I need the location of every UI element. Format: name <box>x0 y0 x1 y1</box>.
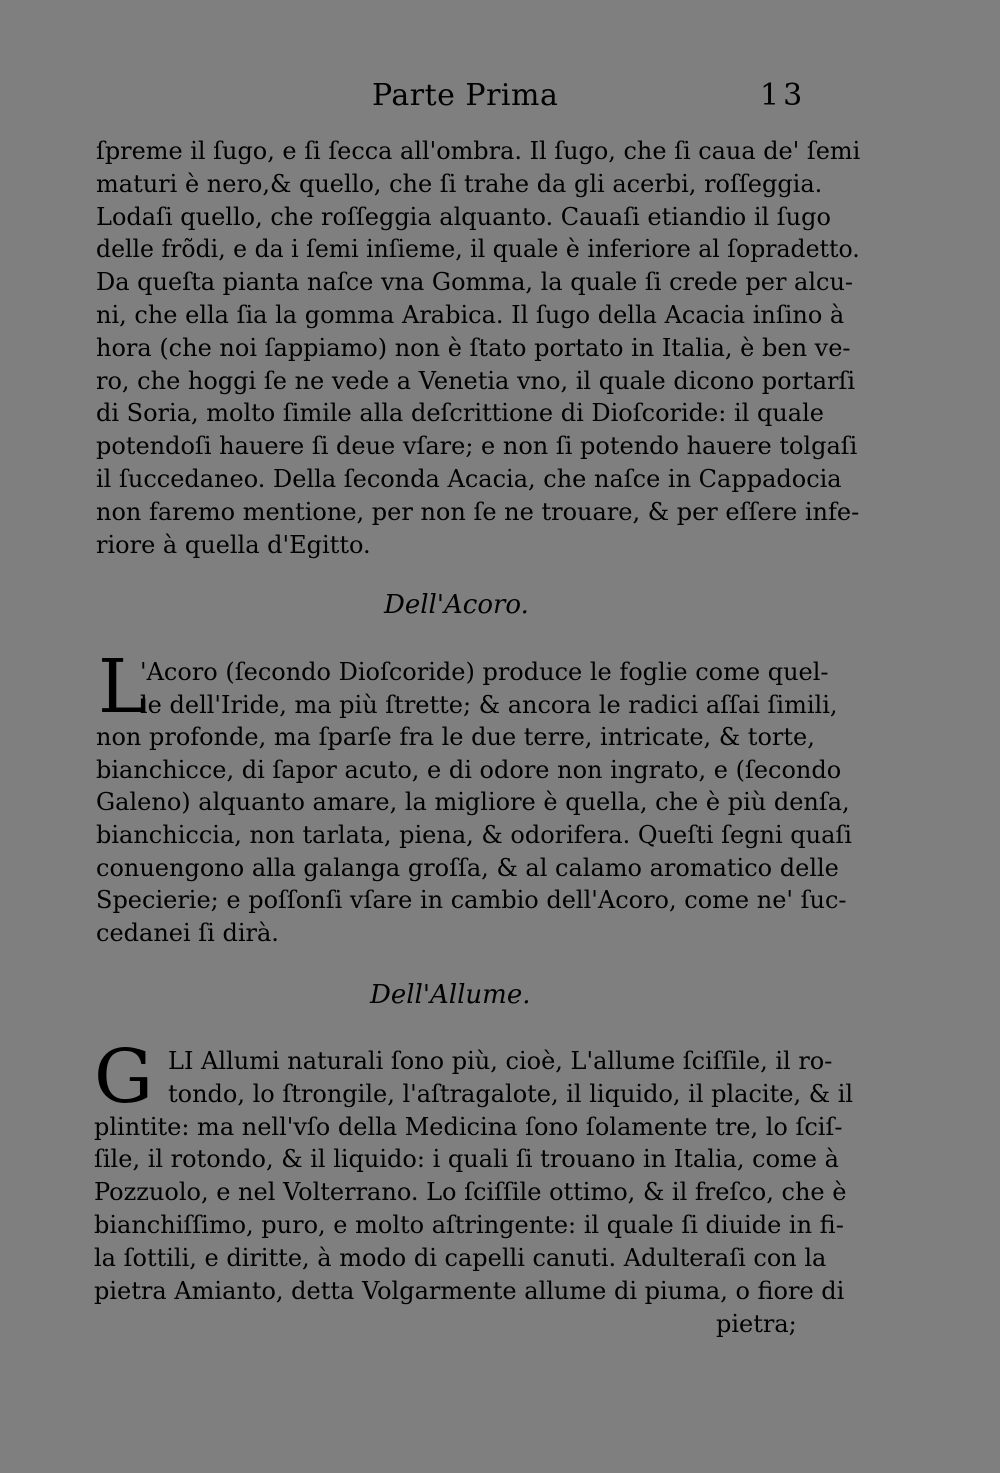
drop-cap-g: G <box>94 1034 154 1120</box>
running-title: Parte Prima <box>372 78 559 113</box>
text-line: plintite: ma nell'vſo della Medicina ſono ſolamente tre, lo ſciſ- <box>94 1112 843 1141</box>
text-line: Da queſta pianta naſce vna Gomma, la quale ſi crede per alcu- <box>96 268 854 297</box>
text-line: la ſottili, e diritte, à modo di capelli canuti. Adulteraſi con la <box>94 1243 827 1272</box>
text-line: potendoſi hauere ſi deue vſare; e non ſi potendo hauere tolgaſi <box>96 432 858 461</box>
text-line: ſpreme il ſugo, e ſi ſecca all'ombra. Il ſugo, che ſi caua de' ſemi <box>96 137 861 165</box>
text-line: pietra Amianto, detta Volgarmente allume di piuma, o fiore di <box>94 1276 845 1305</box>
page-number: 13 <box>760 78 807 113</box>
drop-cap-l: L <box>98 644 148 730</box>
text-line: di Soria, molto ſimile alla deſcrittione di Dioſcoride: il quale <box>96 399 824 428</box>
text-line: bianchicce, di ſapor acuto, e di odore non ingrato, e (ſecondo <box>96 755 842 784</box>
text-line: ſile, il rotondo, & il liquido: i quali ſi trouano in Italia, come à <box>94 1145 839 1174</box>
text-line: Pozzuolo, e nel Volterrano. Lo ſciſſile ottimo, & il freſco, che è <box>94 1178 847 1207</box>
text-line: conuengono alla galanga groſſa, & al calamo aromatico delle <box>96 853 839 882</box>
text-line: delle frõdi, e da i ſemi inſieme, il quale è inferiore al ſopradetto. <box>96 235 860 264</box>
text-line: tondo, lo ſtrongile, l'aſtragalote, il liquido, il placite, & il <box>168 1079 854 1108</box>
text-line: non profonde, ma ſparſe fra le due terre, intricate, & torte, <box>96 723 815 752</box>
text-line: non faremo mentione, per non ſe ne trouare, & per eſſere infe- <box>96 497 860 526</box>
text-line: riore à quella d'Egitto. <box>96 530 371 559</box>
text-line: ni, che ella ſia la gomma Arabica. Il ſugo della Acacia inſino à <box>96 301 845 329</box>
text-line: Galeno) alquanto amare, la migliore è quella, che è più denſa, <box>96 788 850 817</box>
text-line: LI Allumi naturali ſono più, cioè, L'allume ſciſſile, il ro- <box>168 1047 833 1075</box>
text-line: maturi è nero,& quello, che ſi trahe da gli acerbi, roſſeggia. <box>96 169 823 198</box>
text-line: hora (che noi ſappiamo) non è ſtato portato in Italia, è ben ve- <box>96 333 851 362</box>
text-line: le dell'Iride, ma più ſtrette; & ancora le radici aſſai ſimili, <box>140 690 838 719</box>
section-heading-allume: Dell'Allume. <box>370 980 531 1010</box>
text-line: il ſuccedaneo. Della ſeconda Acacia, che naſce in Cappadocia <box>96 465 842 493</box>
text-line: bianchiccia, non tarlata, piena, & odorifera. Queſti ſegni quaſi <box>96 821 852 849</box>
text-line: ro, che hoggi ſe ne vede a Venetia vno, il quale dicono portarſi <box>96 366 856 395</box>
text-line: Specierie; e poſſonſi vſare in cambio dell'Acoro, come ne' ſuc- <box>96 886 847 915</box>
catchword: pietra; <box>716 1310 797 1338</box>
text-line: Lodaſi quello, che roſſeggia alquanto. Cauaſi etiandio il ſugo <box>96 202 831 231</box>
text-line: bianchiſſimo, puro, e molto aſtringente: il quale ſi diuide in fi- <box>94 1211 844 1239</box>
section-heading-acoro: Dell'Acoro. <box>384 590 529 620</box>
text-line: cedanei ſi dirà. <box>96 918 279 947</box>
text-line: 'Acoro (ſecondo Dioſcoride) produce le foglie come quel- <box>140 658 829 686</box>
